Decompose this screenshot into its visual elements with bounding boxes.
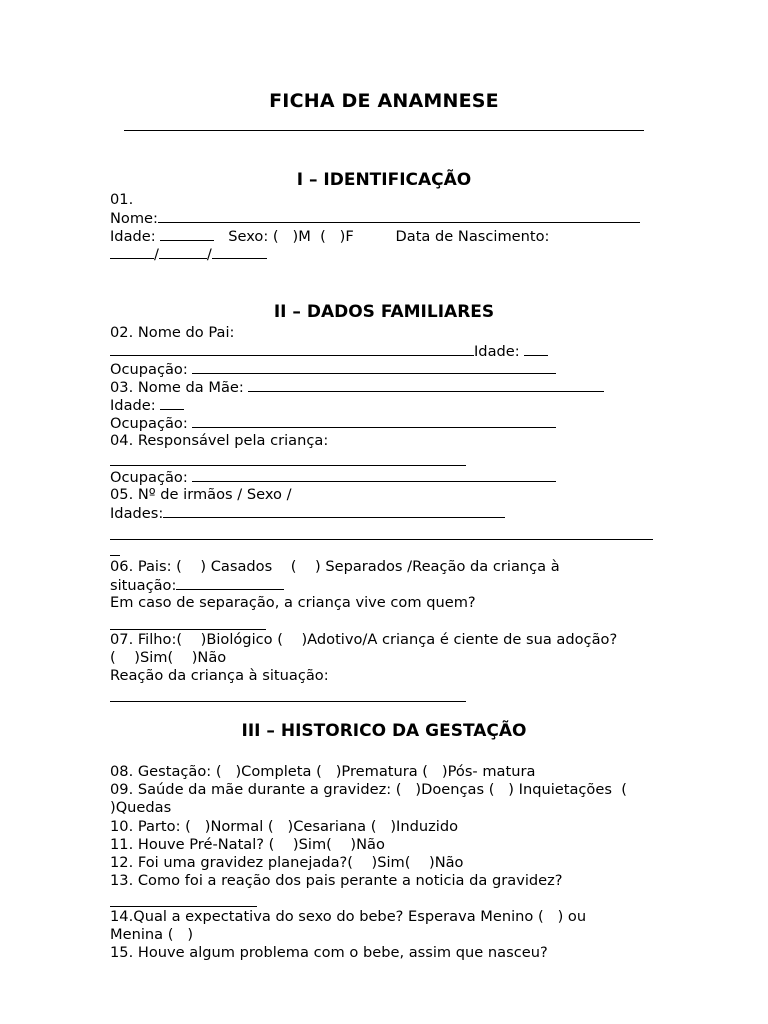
reacao-pais-blank[interactable]: [110, 906, 257, 907]
reacao-pais-question: 13. Como foi a reação dos pais perante a noticia da gravidez?: [110, 872, 563, 889]
pai-row: [110, 342, 548, 361]
irmaos-extra-blank-tail[interactable]: [110, 555, 120, 556]
idades-row: [110, 504, 505, 523]
filho-question: 07. Filho:( )Biológico ( )Adotivo/A criança é ciente de sua adoção?: [110, 631, 618, 648]
expectativa-question: 14.Qual a expectativa do sexo do bebe? Esperava Menino ( ) ou: [110, 908, 587, 925]
idade-blank[interactable]: [160, 227, 214, 241]
sexo-options: Sexo: ( )M ( )F: [228, 228, 354, 245]
parto-question: 10. Parto: ( )Normal ( )Cesariana ( )Induzido: [110, 818, 459, 835]
pais-question: 06. Pais: ( ) Casados ( ) Separados /Reação da criança à: [110, 558, 560, 575]
situacao-blank[interactable]: [176, 576, 284, 590]
separacao-question: Em caso de separação, a criança vive com quem?: [110, 594, 476, 611]
filho-sim-nao: ( )Sim( )Não: [110, 649, 227, 666]
nascimento-label: Data de Nascimento:: [395, 228, 550, 245]
date-slash: /: [154, 246, 159, 263]
item-01: 01.: [110, 191, 134, 208]
mae-idade-label: Idade:: [110, 397, 156, 414]
mae-ocupacao-blank[interactable]: [192, 414, 556, 428]
quedas-option: )Quedas: [110, 799, 172, 816]
month-blank[interactable]: [159, 245, 207, 259]
pai-label: 02. Nome do Pai:: [110, 324, 235, 341]
reacao-label: Reação da criança à situação:: [110, 667, 329, 684]
saude-question: 09. Saúde da mãe durante a gravidez: ( )Doenças ( ) Inquietações (: [110, 781, 627, 798]
pai-idade-label: Idade:: [474, 343, 520, 360]
ocupacao-label: Ocupação:: [110, 469, 188, 486]
menina-option: Menina ( ): [110, 926, 194, 943]
responsavel-blank[interactable]: [110, 465, 466, 466]
responsavel-label: 04. Responsável pela criança:: [110, 432, 329, 449]
pai-ocupacao-blank[interactable]: [192, 360, 556, 374]
ocupacao-label: Ocupação:: [110, 415, 188, 432]
mae-label: 03. Nome da Mãe:: [110, 379, 244, 396]
resp-ocupacao-row: [110, 468, 556, 487]
section-identificacao: I – IDENTIFICAÇÃO: [296, 170, 472, 190]
irmaos-label: 05. Nº de irmãos / Sexo /: [110, 486, 292, 503]
situacao-row: [110, 576, 284, 595]
situacao-label: situação:: [110, 577, 177, 594]
planejada-question: 12. Foi uma gravidez planejada?( )Sim( )Não: [110, 854, 464, 871]
day-blank[interactable]: [110, 245, 154, 259]
resp-ocupacao-blank[interactable]: [192, 468, 556, 482]
problema-question: 15. Houve algum problema com o bebe, assim que nasceu?: [110, 944, 548, 961]
section-familiares: II – DADOS FAMILIARES: [273, 302, 495, 322]
nome-blank[interactable]: [158, 209, 640, 223]
separacao-blank[interactable]: [110, 629, 266, 630]
mae-ocupacao-row: [110, 414, 556, 433]
year-blank[interactable]: [212, 245, 267, 259]
mae-idade-blank[interactable]: [160, 396, 184, 410]
irmaos-extra-blank[interactable]: [110, 539, 653, 540]
title-underline: [124, 130, 644, 131]
date-slash: /: [206, 246, 212, 263]
idade-sexo-row: [110, 227, 549, 246]
date-row: [110, 245, 267, 264]
section-gestacao: III – HISTORICO DA GESTAÇÃO: [241, 721, 527, 741]
pai-ocupacao-row: [110, 360, 556, 379]
mae-row: [110, 378, 604, 397]
pai-idade-blank[interactable]: [524, 342, 548, 356]
idades-blank[interactable]: [163, 504, 505, 518]
mae-idade-row: [110, 396, 184, 415]
reacao-blank[interactable]: [110, 701, 466, 702]
nome-field-row: [110, 209, 640, 228]
gestacao-question: 08. Gestação: ( )Completa ( )Prematura ( )Pós- matura: [110, 763, 536, 780]
idade-label: Idade:: [110, 228, 156, 245]
prenatal-question: 11. Houve Pré-Natal? ( )Sim( )Não: [110, 836, 385, 853]
pai-blank[interactable]: [110, 342, 474, 356]
ocupacao-label: Ocupação:: [110, 361, 188, 378]
page-title: FICHA DE ANAMNESE: [269, 90, 499, 112]
idades-label: Idades:: [110, 505, 164, 522]
mae-blank[interactable]: [248, 378, 604, 392]
nome-label: Nome:: [110, 210, 158, 227]
